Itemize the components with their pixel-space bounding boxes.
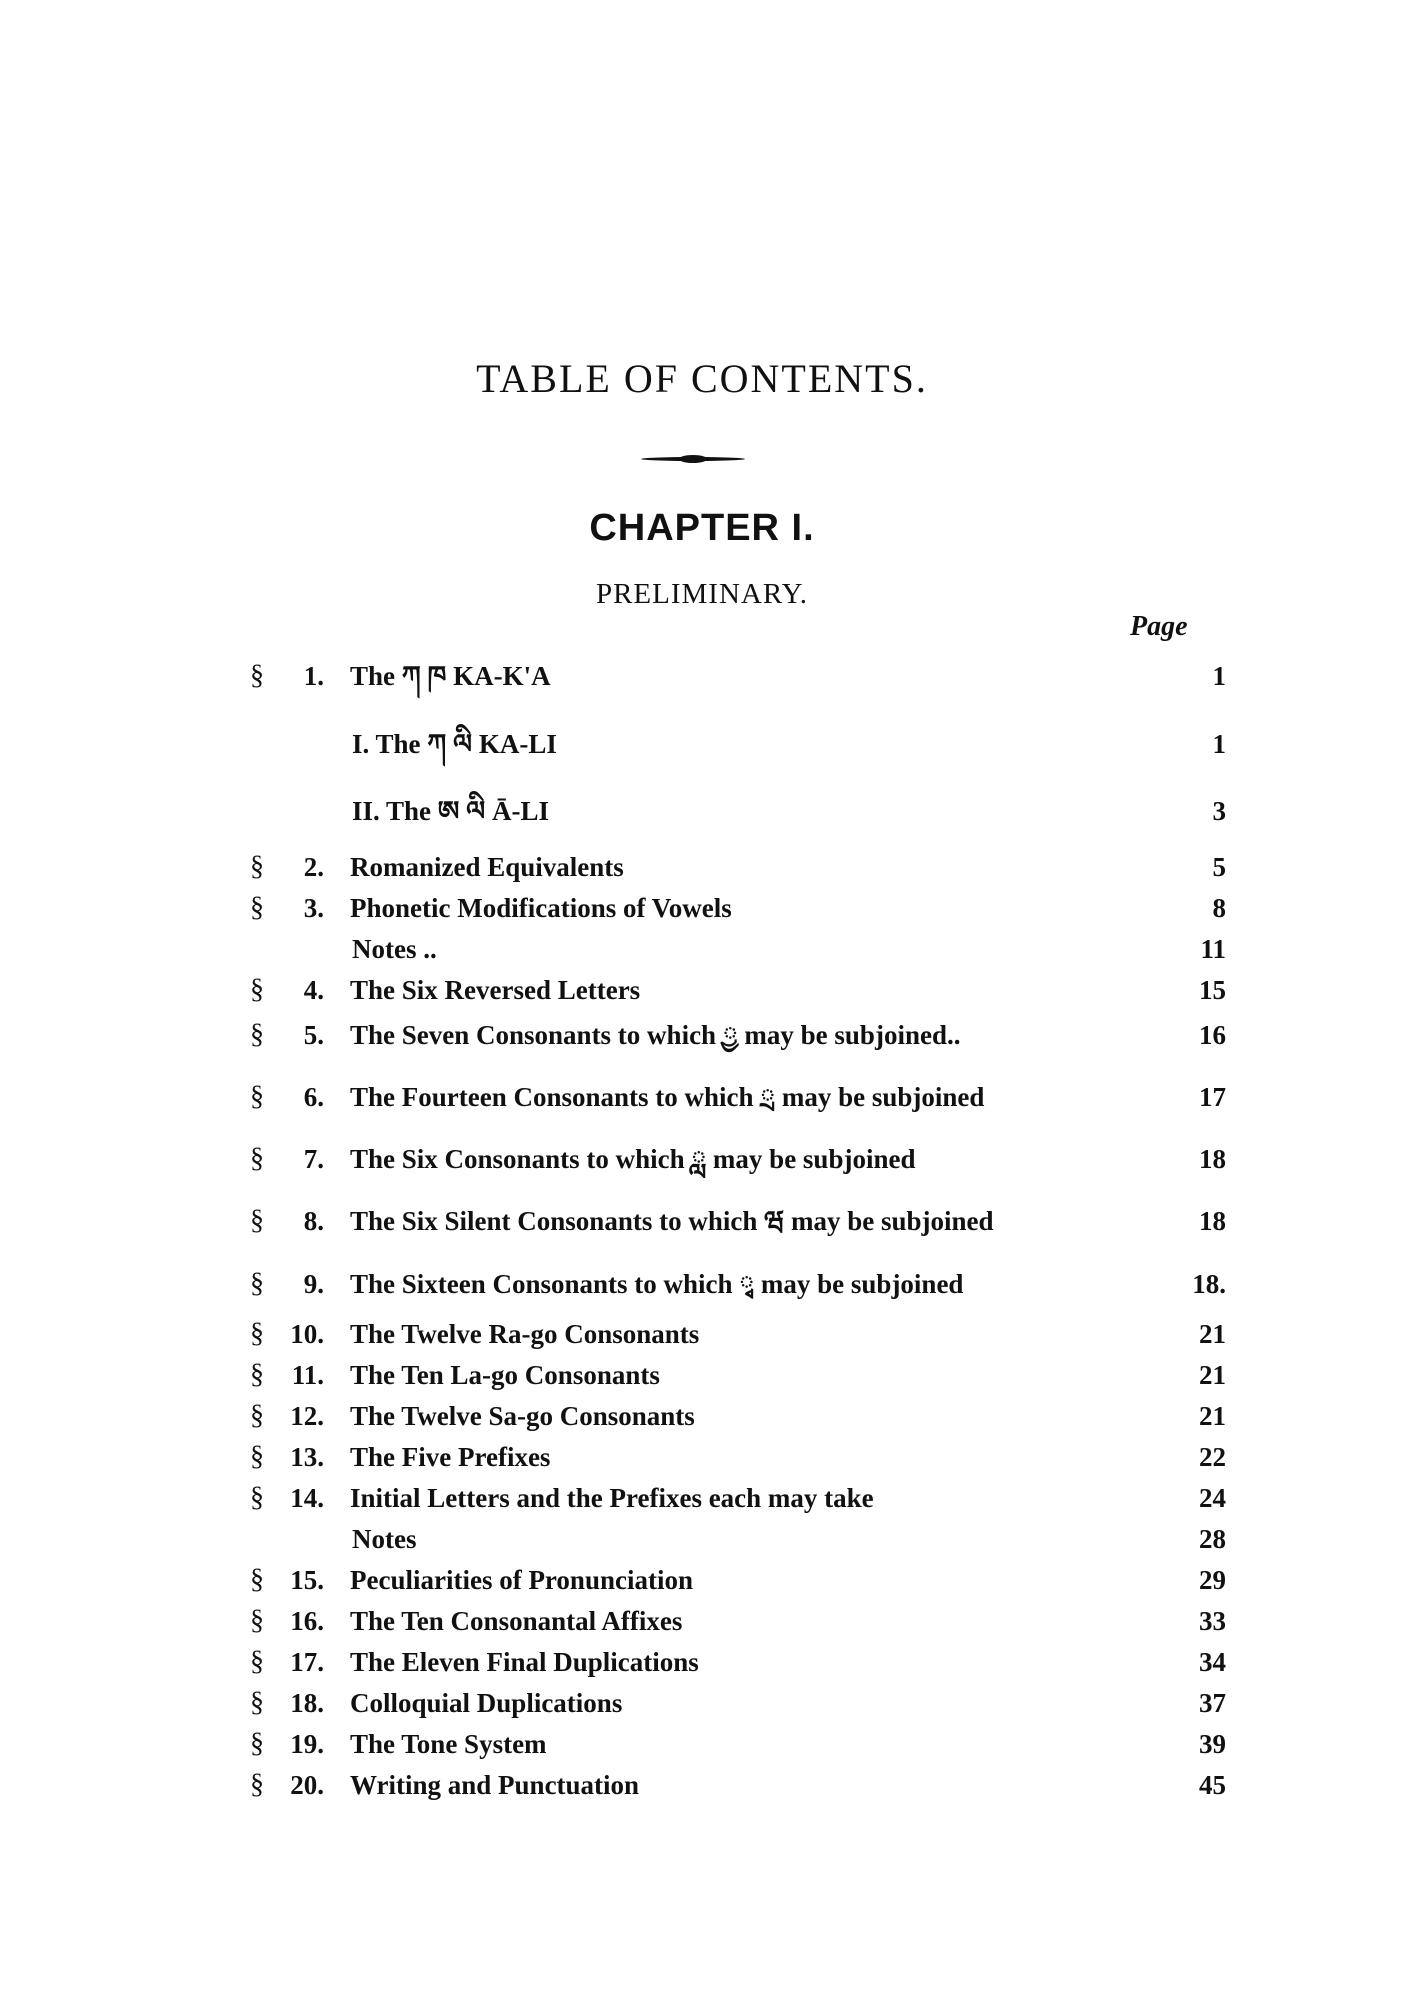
entry-title: The Ten La-go Consonants (350, 1360, 660, 1390)
toc-entry (0, 1642, 1404, 1682)
section-mark: § (250, 892, 264, 923)
entry-title: Notes .. (352, 934, 437, 964)
entry-title: The Ten Consonantal Affixes (350, 1606, 683, 1636)
page-number: 11 (1200, 934, 1226, 964)
section-mark: § (250, 1687, 264, 1718)
page-number: 21 (1199, 1360, 1226, 1390)
page-number: 24 (1199, 1483, 1226, 1513)
section-mark: § (250, 1268, 264, 1299)
entry-title: Colloquial Duplications (350, 1688, 623, 1718)
page-number: 5 (1212, 852, 1226, 882)
section-mark: § (250, 851, 264, 882)
entry-title: Romanized Equivalents (350, 852, 624, 882)
page-number: 39 (1199, 1729, 1226, 1759)
page-number: 37 (1199, 1688, 1226, 1718)
section-mark: § (250, 1143, 264, 1174)
entry-title: Phonetic Modifications of Vowels (350, 893, 732, 923)
entry-title: The Six Silent Consonants to which ཝ may be subjoined (350, 1206, 994, 1236)
entry-title: II. The ཨ ལི Ā-LI (352, 796, 549, 826)
toc-entry (0, 888, 1404, 928)
entry-title: Notes (352, 1524, 417, 1554)
toc-entry (0, 1765, 1404, 1805)
page-number: 8 (1212, 893, 1226, 923)
toc-entry (0, 1519, 1404, 1559)
section-mark: § (250, 1646, 264, 1677)
entry-title: Peculiarities of Pronunciation (350, 1565, 693, 1595)
section-number: 15. (290, 1565, 324, 1595)
section-mark: § (250, 1081, 264, 1112)
toc-entry (0, 1396, 1404, 1436)
page-number: 34 (1199, 1647, 1226, 1677)
section-number: 6. (303, 1082, 324, 1112)
toc-entry (0, 1201, 1404, 1241)
page-number: 17 (1199, 1082, 1226, 1112)
toc-entry (0, 1139, 1404, 1179)
section-number: 1. (303, 661, 324, 691)
section-number: 2. (303, 852, 324, 882)
entry-title: Writing and Punctuation (350, 1770, 640, 1800)
entry-title: The Tone System (350, 1729, 547, 1759)
toc-entry (0, 1077, 1404, 1117)
entry-title: Initial Letters and the Prefixes each may take (350, 1483, 874, 1513)
toc-entry (0, 1724, 1404, 1764)
section-number: 3. (303, 893, 324, 923)
page-number: 3 (1212, 796, 1226, 826)
toc-entry (0, 1314, 1404, 1354)
section-number: 20. (290, 1770, 324, 1800)
section-number: 10. (290, 1319, 324, 1349)
section-number: 9. (303, 1269, 324, 1299)
entry-title: The Seven Consonants to which ྱ may be subjoined.. (350, 1020, 961, 1050)
page-number: 18 (1199, 1144, 1226, 1174)
section-number: 4. (303, 975, 324, 1005)
toc-entry (0, 1601, 1404, 1641)
toc-entry (0, 1478, 1404, 1518)
section-mark: § (250, 1205, 264, 1236)
section-number: 16. (290, 1606, 324, 1636)
section-number: 17. (290, 1647, 324, 1677)
title-divider (641, 457, 745, 461)
section-mark: § (250, 660, 264, 691)
toc-entry (0, 847, 1404, 887)
section-mark: § (250, 1318, 264, 1349)
entry-title: The Six Reversed Letters (350, 975, 641, 1005)
entry-title: The Twelve Ra-go Consonants (350, 1319, 700, 1349)
section-mark: § (250, 1482, 264, 1513)
page-number: 22 (1199, 1442, 1226, 1472)
entry-title: The Eleven Final Duplications (350, 1647, 699, 1677)
entry-title: The Twelve Sa-go Consonants (350, 1401, 695, 1431)
section-number: 19. (290, 1729, 324, 1759)
page-number: 45 (1199, 1770, 1226, 1800)
section-mark: § (250, 1359, 264, 1390)
toc-entry (0, 1437, 1404, 1477)
toc-entry (0, 1355, 1404, 1395)
page-number: 18 (1199, 1206, 1226, 1236)
section-mark: § (250, 974, 264, 1005)
section-number: 5. (303, 1020, 324, 1050)
entry-title: The ཀ ཁ KA-K'A (350, 661, 551, 691)
section-mark: § (250, 1400, 264, 1431)
toc-entry (0, 929, 1404, 969)
entry-title: The Sixteen Consonants to which ྭ may be subjoined (350, 1269, 964, 1299)
toc-entry (0, 1560, 1404, 1600)
page-number: 21 (1199, 1319, 1226, 1349)
section-mark: § (250, 1728, 264, 1759)
section-number: 13. (290, 1442, 324, 1472)
page-number: 21 (1199, 1401, 1226, 1431)
section-mark: § (250, 1441, 264, 1472)
page-number: 18. (1192, 1269, 1226, 1299)
page-number: 33 (1199, 1606, 1226, 1636)
section-number: 12. (290, 1401, 324, 1431)
page-number: 15 (1199, 975, 1226, 1005)
section-number: 11. (291, 1360, 324, 1390)
section-mark: § (250, 1769, 264, 1800)
section-mark: § (250, 1019, 264, 1050)
entry-title: The Six Consonants to which ླ may be subjoined (350, 1144, 916, 1174)
toc-entry (0, 656, 1404, 696)
toc-entry (0, 1015, 1404, 1055)
entry-title: I. The ཀ ལི KA-LI (352, 729, 557, 759)
section-number: 7. (303, 1144, 324, 1174)
section-number: 18. (290, 1688, 324, 1718)
chapter-heading: CHAPTER I. (589, 507, 815, 549)
page-number: 28 (1199, 1524, 1226, 1554)
section-mark: § (250, 1605, 264, 1636)
chapter-subtitle: PRELIMINARY. (595, 578, 809, 610)
entry-title: The Fourteen Consonants to which ྲ may be subjoined (350, 1082, 985, 1112)
page-number: 1 (1212, 661, 1226, 691)
toc-entry (0, 1683, 1404, 1723)
entry-title: The Five Prefixes (350, 1442, 551, 1472)
toc-entry (0, 970, 1404, 1010)
toc-entry (0, 1264, 1404, 1304)
page-number: 29 (1199, 1565, 1226, 1595)
page-number: 1 (1212, 729, 1226, 759)
toc-entry (0, 791, 1404, 831)
page-number: 16 (1199, 1020, 1226, 1050)
section-number: 8. (303, 1206, 324, 1236)
section-mark: § (250, 1564, 264, 1595)
page-column-label: Page (1130, 611, 1188, 642)
page-title: TABLE OF CONTENTS. (476, 356, 928, 401)
toc-entry (0, 724, 1404, 764)
section-number: 14. (290, 1483, 324, 1513)
